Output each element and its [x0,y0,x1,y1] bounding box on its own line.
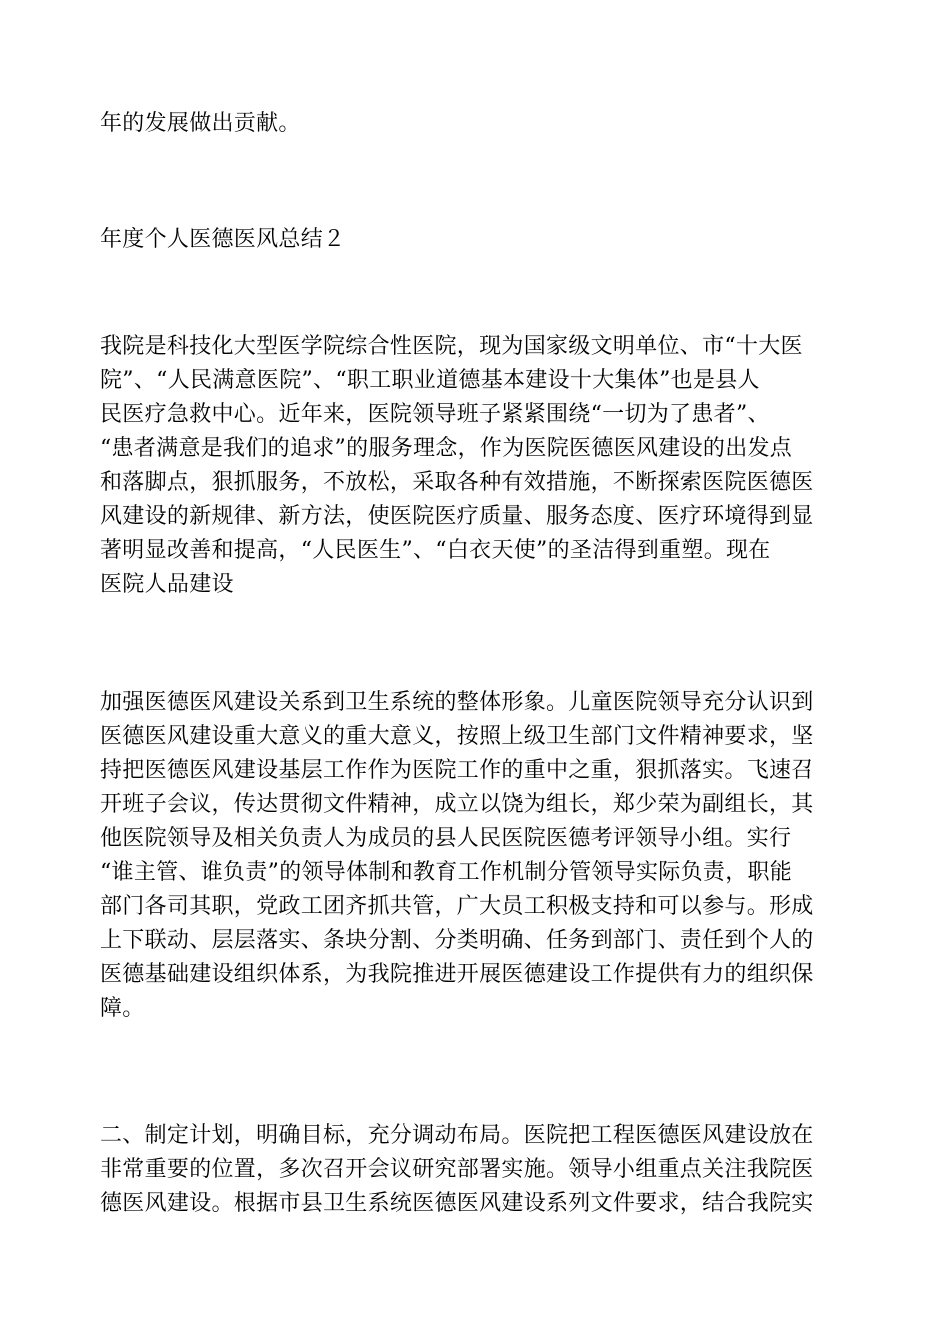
text-line: 医德基础建设组织体系，为我院推进开展医德建设工作提供有力的组织保 [100,962,814,987]
text-line: 风建设的新规律、新方法，使医院医疗质量、服务态度、医疗环境得到显 [100,504,814,529]
heading-text: 年度个人医德医风总结２ [100,227,346,252]
text-line: 障。 [100,996,145,1021]
text-line: 医院人品建设 [100,572,234,597]
paragraph-hospital-intro [100,330,860,602]
text-line: 上下联动、层层落实、条块分割、分类明确、任务到部门、责任到个人的 [100,928,814,953]
text-line: 年的发展做出贡献。 [100,111,301,136]
text-line: 他医院领导及相关负责人为成员的县人民医院医德考评领导小组。实行 [100,826,792,851]
paragraph-planning [100,1119,860,1221]
text-line: 部门各司其职，党政工团齐抓共管，广大员工积极支持和可以参与。形成 [100,894,814,919]
text-line: “谁主管、谁负责”的领导体制和教育工作机制分管领导实际负责，职能 [100,860,793,885]
text-line: 和落脚点，狠抓服务，不放松，采取各种有效措施，不断探索医院医德医 [100,470,814,495]
text-line: 德医风建设。根据市县卫生系统医德医风建设系列文件要求，结合我院实 [100,1191,814,1216]
text-line: 著明显改善和提高，“人民医生”、“白衣天使”的圣洁得到重塑。现在 [100,538,771,563]
text-line: 医德医风建设重大意义的重大意义，按照上级卫生部门文件精神要求，坚 [100,724,814,749]
text-line: 二、制定计划，明确目标，充分调动布局。医院把工程医德医风建设放在 [100,1123,814,1148]
section-heading [100,223,860,257]
text-line: 民医疗急救中心。近年来，医院领导班子紧紧围绕“一切为了患者”、 [100,402,770,427]
paragraph-continuation [100,107,860,141]
paragraph-leadership [100,686,860,1026]
text-line: 持把医德医风建设基层工作作为医院工作的重中之重，狠抓落实。飞速召 [100,758,814,783]
text-line: 院”、“人民满意医院”、“职工职业道德基本建设十大集体”也是县人 [100,368,760,393]
text-line: 非常重要的位置，多次召开会议研究部署实施。领导小组重点关注我院医 [100,1157,814,1182]
text-line: 开班子会议，传达贯彻文件精神，成立以饶为组长，郑少荣为副组长，其 [100,792,814,817]
text-line: “患者满意是我们的追求”的服务理念，作为医院医德医风建设的出发点 [100,436,793,461]
text-line: 加强医德医风建设关系到卫生系统的整体形象。儿童医院领导充分认识到 [100,690,814,715]
text-line: 我院是科技化大型医学院综合性医院，现为国家级文明单位、市“十大医 [100,334,803,359]
